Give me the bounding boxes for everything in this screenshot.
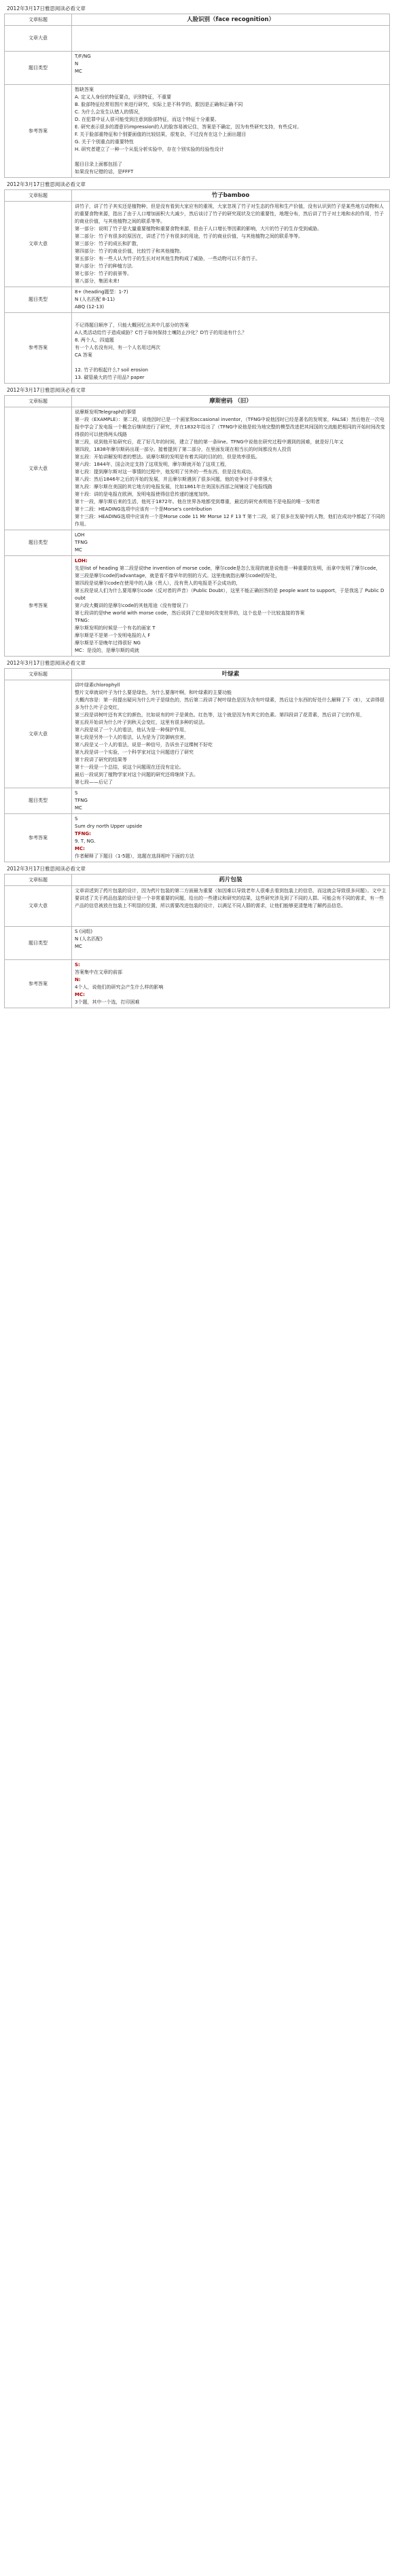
content-line: N bbox=[75, 61, 79, 67]
content-line: C. 为什么会发生认错人的情况， bbox=[75, 109, 143, 115]
row-label: 文章标题 bbox=[5, 669, 72, 680]
row-content bbox=[72, 927, 390, 960]
row-label: 参考答案 bbox=[5, 85, 72, 178]
row-label: 题目类型 bbox=[5, 927, 72, 960]
content-line: CA 答案 bbox=[75, 352, 92, 358]
table-row bbox=[5, 26, 390, 52]
article-title bbox=[72, 14, 390, 26]
row-content bbox=[72, 814, 390, 862]
content-line: 作者解释了下题目（1-5题），选题在选择相叶下面的方法 bbox=[75, 853, 194, 859]
content-line: 第八段是又一个人的看法，说是一种信号，告诉虫子这棵树不好吃 bbox=[75, 742, 213, 748]
content-line bbox=[75, 75, 387, 83]
content-line: TFNG: bbox=[75, 831, 91, 836]
article-table bbox=[4, 14, 390, 178]
content-line: 第一段（EXAMPLE）：第二段，说他因时已是一个画家和occasional inventor，（TFNG中说他因时已经是著名的发明家，FALSE）然后他在一次电报中学会了发电报一个概念后继续进行了研究，并在1832年给出了（TFNG中说他是较为地完整的模型改进把其间国的交流能把相同的开始时间改变得很的可以使得两头线路 bbox=[75, 417, 385, 437]
table-row bbox=[5, 85, 390, 178]
content-line: 不记得题目顺序了，只能大概回忆出其中几部分的答案 bbox=[75, 323, 189, 328]
content-line: 9. T, NG. bbox=[75, 839, 96, 844]
content-line: 叶绿素 bbox=[221, 671, 240, 678]
row-label: 文章标题 bbox=[5, 190, 72, 202]
article-section bbox=[4, 386, 390, 657]
content-line: 第六段大概讲的是摩尔code的其他用途（没有错误了） bbox=[75, 603, 191, 608]
content-line: A人类活动给竹子造成威胁？C竹子如何保持土壤防止沙化？D竹子的用途有什么？ bbox=[75, 330, 247, 335]
content-line: 如果没有记错的话，是FFFT bbox=[75, 169, 134, 174]
content-line: 讲叶绿素chlorophyll bbox=[75, 682, 120, 688]
content-line: 第十段讲了研究的结果等 bbox=[75, 757, 127, 762]
article-title bbox=[72, 190, 390, 202]
content-line bbox=[75, 314, 387, 322]
row-label: 题目类型 bbox=[5, 530, 72, 556]
article-table bbox=[4, 668, 390, 862]
content-line: 第六部分：竹子的种植方法. bbox=[75, 263, 134, 269]
content-line: S: bbox=[75, 962, 80, 968]
row-content bbox=[72, 85, 390, 178]
content-line: 药片包装 bbox=[219, 877, 243, 883]
table-row bbox=[5, 875, 390, 886]
content-line: TFNG bbox=[75, 798, 88, 803]
article-title bbox=[72, 396, 390, 407]
row-content bbox=[72, 407, 390, 530]
content-line: 第四部分：竹子的商业价值，比较竹子和其他植物。 bbox=[75, 249, 184, 254]
content-line: 第六段是说了一个人的看法，他认为是一种保护作用， bbox=[75, 727, 189, 733]
content-line: MC: bbox=[75, 846, 85, 851]
content-line: 第三部分：竹子的成长和扩散， bbox=[75, 241, 141, 246]
content-line: 第八段：然后1846年之后的开始的发展，并且摩尔斯遇到了很多问题，他的竞争对手非常强大 bbox=[75, 477, 272, 482]
content-line: 第六段：1844年，国会决定支持了这项发明，摩尔斯就开始了这项工程， bbox=[75, 462, 230, 467]
article-table bbox=[4, 395, 390, 657]
row-content bbox=[72, 556, 390, 657]
row-content bbox=[72, 530, 390, 556]
content-line: N (人名匹配) bbox=[75, 936, 103, 942]
content-line bbox=[75, 359, 387, 367]
content-line: 第五段开始讲为什么叶子到秋天会变红，这里有很多种的说法。 bbox=[75, 720, 208, 725]
content-line: 第十三段：HEADING选项中应该有一个是Morse code 11 Mr Morse 12 F 13 T 第十二段，说了很多在发展中的人物，他们在成功中都起了不同的作用。 bbox=[75, 514, 385, 527]
content-line: E. 研究表示很多的潜意识impression的人的脸容易被记住，答案是不确定，因为有些研究支持，有些反对。 bbox=[75, 124, 302, 130]
table-row bbox=[5, 287, 390, 313]
content-line: Sum dry north Upper upside bbox=[75, 824, 143, 829]
content-line: N (人名匹配 8-11) bbox=[75, 297, 115, 302]
content-line: TFNG bbox=[75, 540, 88, 545]
row-content bbox=[72, 886, 390, 927]
content-line: 第四段是说摩尔code在使用中的人脉（贵人），没有贵人的电报是不会成功的， bbox=[75, 581, 241, 586]
content-line: S bbox=[75, 816, 78, 822]
row-content bbox=[72, 287, 390, 313]
content-line: MC bbox=[75, 805, 82, 811]
content-line: MC bbox=[75, 944, 82, 949]
row-label: 文章大意 bbox=[5, 886, 72, 927]
content-line: 8+ (heading题型：1-7) bbox=[75, 289, 128, 295]
row-label: 文章大意 bbox=[5, 26, 72, 52]
table-row bbox=[5, 669, 390, 680]
section-date: 2012年3月17日雅思阅读必看文章 bbox=[7, 387, 86, 393]
content-line: 8. 两个人，四道题 bbox=[75, 337, 114, 343]
content-line: 第九段是讲一个实验，一个科学家对这个问题进行了研究 bbox=[75, 750, 194, 755]
content-line: LOH: bbox=[75, 558, 88, 564]
section-date: 2012年3月17日雅思阅读必看文章 bbox=[7, 181, 86, 187]
section-date: 2012年3月17日雅思阅读必看文章 bbox=[7, 5, 86, 12]
content-line: MC: bbox=[75, 992, 85, 997]
content-line: B. 脸部特征经常用图片来进行研究，实际上是不科学的，跟因是正确和正确不同 bbox=[75, 102, 243, 107]
content-line: 第十段：讲的是电报在欧洲，发明电报使得信息传递的速度加快。 bbox=[75, 492, 213, 497]
row-label: 参考答案 bbox=[5, 313, 72, 384]
content-line: 人脸识别（face recognition） bbox=[187, 16, 274, 23]
content-line: A. 定义人身份的特征要点，识别特征，不重要 bbox=[75, 94, 172, 100]
content-line bbox=[75, 951, 387, 958]
content-line: S bbox=[75, 790, 78, 796]
content-line: 13. 碳管最大的竹子用品? paper bbox=[75, 375, 145, 380]
content-line: 第三段是讲树叶还有其它的颜色，比如说有的叶子是黄色、红色等，这个就是因为有其它的色素。第四段讲了花青素，然后讲了它的作用， bbox=[75, 712, 365, 718]
content-line: 第八部分，集团未来! bbox=[75, 278, 120, 284]
article-section bbox=[4, 180, 390, 384]
content-line: 第七段——后记了 bbox=[75, 779, 113, 785]
content-line: 大概内容是：第一段提出疑问为什么叶子是绿色的，然后第二段讲了树叶绿色是因为含有叶绿素，然后这个东西的好处什么解释了下（E），又讲得很多为什么叶子会变红， bbox=[75, 697, 384, 710]
content-line: 第七部分：竹子的前景等。 bbox=[75, 271, 132, 276]
article-title bbox=[72, 875, 390, 886]
row-label: 题目类型 bbox=[5, 52, 72, 85]
content-line: 最后一段说到了植物学家对这个问题的研究还将继续下去。 bbox=[75, 772, 198, 777]
row-content bbox=[72, 52, 390, 85]
table-row bbox=[5, 396, 390, 407]
article-section bbox=[4, 864, 390, 1008]
row-content bbox=[72, 26, 390, 52]
content-line: LOH bbox=[75, 532, 85, 538]
table-row bbox=[5, 556, 390, 657]
table-row bbox=[5, 313, 390, 384]
content-line: 第七段是另外一个人的看法，认为是为了防御病虫害， bbox=[75, 735, 189, 740]
row-content bbox=[72, 202, 390, 287]
content-line: 摩尔斯发明的时候是一个有名的画家 T bbox=[75, 625, 156, 631]
content-line: 第二部分：竹子有很多的原因在，讲述了竹子有很多的用途，竹子的商业价值，与其他植物之间的联系等等。 bbox=[75, 234, 303, 239]
content-line: 第七段讲的是the world with morse code，然后说到了它是如何改变世界的，这个也是一个比较直接的答案 bbox=[75, 610, 305, 616]
content-line bbox=[75, 27, 387, 35]
row-label: 参考答案 bbox=[5, 960, 72, 1008]
content-line: F. 关于脸部重特征和个别要面值的比较结果，很复杂，不过没有在这个上面出题目 bbox=[75, 132, 247, 137]
table-row bbox=[5, 202, 390, 287]
content-line: 第十二段：HEADING选项中应该有一个是Morse's contribution bbox=[75, 507, 212, 512]
content-line: G. 关于个别重点的重要特性 bbox=[75, 139, 134, 145]
content-line: 12. 竹子的根起什么? soil erosion bbox=[75, 367, 148, 373]
content-line bbox=[75, 917, 387, 925]
content-line bbox=[75, 35, 387, 42]
table-row bbox=[5, 927, 390, 960]
content-line: S (词组) bbox=[75, 929, 93, 934]
content-line: 第五部分：有一些人认为竹子的生长对对其他生物构成了威胁，一些动物可以不食竹子。 bbox=[75, 256, 260, 261]
content-line: 第三段是摩尔code的advantage，就是看不像早年的别的方式。这里他就指出摩尔code的好处， bbox=[75, 573, 281, 578]
table-row bbox=[5, 788, 390, 814]
row-content bbox=[72, 680, 390, 788]
content-line: 竹子bamboo bbox=[211, 192, 250, 199]
content-line: 暂缺答案 bbox=[75, 87, 94, 92]
content-line: 摩斯密码 （旧） bbox=[209, 398, 252, 405]
table-row bbox=[5, 52, 390, 85]
table-row bbox=[5, 190, 390, 202]
content-line: N: bbox=[75, 977, 81, 982]
table-row bbox=[5, 530, 390, 556]
table-row bbox=[5, 680, 390, 788]
content-line: 第三段，说到他开始研究后，花了好几年的时间，建立了他的第一条line。TFNG中说他在研究过程中遇到的困难，就是好几年又 bbox=[75, 439, 344, 445]
article-section bbox=[4, 659, 390, 862]
content-line: 说摩斯发明Telegraph的事情 bbox=[75, 409, 137, 415]
content-line: 整片文章就说叶子为什么要是绿色，为什么要落叶啊，和叶绿素的主要功能 bbox=[75, 690, 232, 695]
content-line: 先是list of heading 第二段是说the invention of morse code，摩尔code是怎么发现的就是说他是一种重要的发明，而拿中发明了摩尔code， bbox=[75, 566, 381, 571]
row-label: 题目类型 bbox=[5, 788, 72, 814]
content-line: 摩尔斯是不是第一个发明电报的人 F bbox=[75, 633, 151, 638]
section-date: 2012年3月17日雅思阅读必看文章 bbox=[7, 660, 86, 666]
row-label: 参考答案 bbox=[5, 814, 72, 862]
content-line: 文章讲述到了药片包装的设计，因为药片包装的第二方面最为重要（如因难以导致老年人很难去看到包装上的信息，而这就会导致很多问题）。文中主要讲述了关于药品包装的设计是一个非常重要的问题，给出的一些建议和研究的结果，这些研究涉及到了不同的人群。可能会有不同的需求，有一些产品的信息被放在包装上不明显的位置，所以需要改进包装的设计，以满足不同人群的需求，让他们能够更清楚地了解药品信息。 bbox=[75, 888, 387, 908]
article-table bbox=[4, 874, 390, 1008]
content-line: 第五段是说人们为什么要用摩尔code（反对者的声音）（Public Doubt），这里不能正确回答的是 people want to support，于是我选了 Public Doubt bbox=[75, 588, 384, 601]
row-label: 文章大意 bbox=[5, 407, 72, 530]
row-content bbox=[72, 960, 390, 1008]
row-label: 文章大意 bbox=[5, 202, 72, 287]
row-label: 文章大意 bbox=[5, 680, 72, 788]
content-line: 答案集中在文章的前部 bbox=[75, 970, 122, 975]
table-row bbox=[5, 960, 390, 1008]
content-line: MC bbox=[75, 547, 82, 553]
content-line: 4个人，说他们的研究会产生什么样的影响 bbox=[75, 985, 164, 990]
content-line: 3个题，其中一个选，打印困难 bbox=[75, 999, 140, 1005]
row-label: 文章标题 bbox=[5, 875, 72, 886]
content-line bbox=[75, 910, 387, 917]
content-line: MC：是没的，是摩尔斯的成就 bbox=[75, 648, 139, 653]
content-line: 第一部分：说明了竹子是大量重要植物和重要食物来源，但由于人口增长等因素的影响，大片的竹子的生存受到威胁。 bbox=[75, 226, 322, 232]
document bbox=[0, 0, 394, 1008]
content-line: MC bbox=[75, 69, 82, 74]
row-content bbox=[72, 313, 390, 384]
section-date: 2012年3月17日雅思阅读必看文章 bbox=[7, 866, 86, 872]
content-line: 第十一段，摩尔斯后来的生活，他死于1872年。他在世界各地都受到尊重，最近的研究表明他不是电报的唯一发明者 bbox=[75, 499, 320, 504]
content-line: TFNG： bbox=[75, 618, 92, 623]
table-row bbox=[5, 814, 390, 862]
content-line: 讲竹子，讲了竹子其实还是植物种，但是没有看到大家应有的重视，大家忽视了竹子对生态的作用和生产价值，没有认识到竹子是某些地方动物和人的重要食物来源，指出了由于人口增加面积大大减少，然后谈讨了竹子的研究现状及它的重要性，地理分布，然后讲了竹子对土地和水的作用，竹子的商业价值，与其他植物之间的联系等等。 bbox=[75, 204, 384, 224]
content-line: 第九段：摩尔斯在美国的其它地方的电报发展，比如1861年在美国东西部之间铺设了电报线路 bbox=[75, 484, 272, 490]
content-line: 第五段：开始讲解发明者的想法。说摩尔斯的发明是有着共同的目的的，但是效率很低。 bbox=[75, 454, 260, 460]
content-line: 有一个人名没有问，有一个人名用过两次 bbox=[75, 345, 160, 350]
article-table bbox=[4, 189, 390, 384]
content-line: 题目目录上面都包括了 bbox=[75, 162, 122, 167]
content-line bbox=[75, 153, 387, 161]
row-label: 参考答案 bbox=[5, 556, 72, 657]
table-row bbox=[5, 886, 390, 927]
content-line: H. 研究者建立了一种一个从低分析实验中，存在个别实验的经验性设计 bbox=[75, 147, 224, 152]
content-line: D. 在犯罪中证人很可能受到注意到脸部特征，而这个特征十分重要。 bbox=[75, 117, 219, 122]
content-line: 第四段，1838年摩尔斯码出现一部分。接着提到了第二部分，在里面发现在相当长的时间都没有人投资 bbox=[75, 447, 291, 452]
row-label: 文章标题 bbox=[5, 14, 72, 26]
content-line: 摩尔斯是不是晚年过得很好 NG bbox=[75, 640, 141, 646]
content-line bbox=[75, 42, 387, 50]
row-content bbox=[72, 788, 390, 814]
content-line: T/F/NG bbox=[75, 54, 91, 59]
article-section bbox=[4, 4, 390, 178]
content-line: 第七段：提到摩尔斯对这一事情的过程中，他发明了另外的一些东西，但是没有成功。 bbox=[75, 469, 255, 475]
table-row bbox=[5, 407, 390, 530]
content-line: 第十一段是一个总结，说这个问题现在还没有定论。 bbox=[75, 765, 184, 770]
row-label: 题目类型 bbox=[5, 287, 72, 313]
table-row bbox=[5, 14, 390, 26]
content-line: ABQ (12-13) bbox=[75, 304, 105, 310]
article-title bbox=[72, 669, 390, 680]
row-label: 文章标题 bbox=[5, 396, 72, 407]
